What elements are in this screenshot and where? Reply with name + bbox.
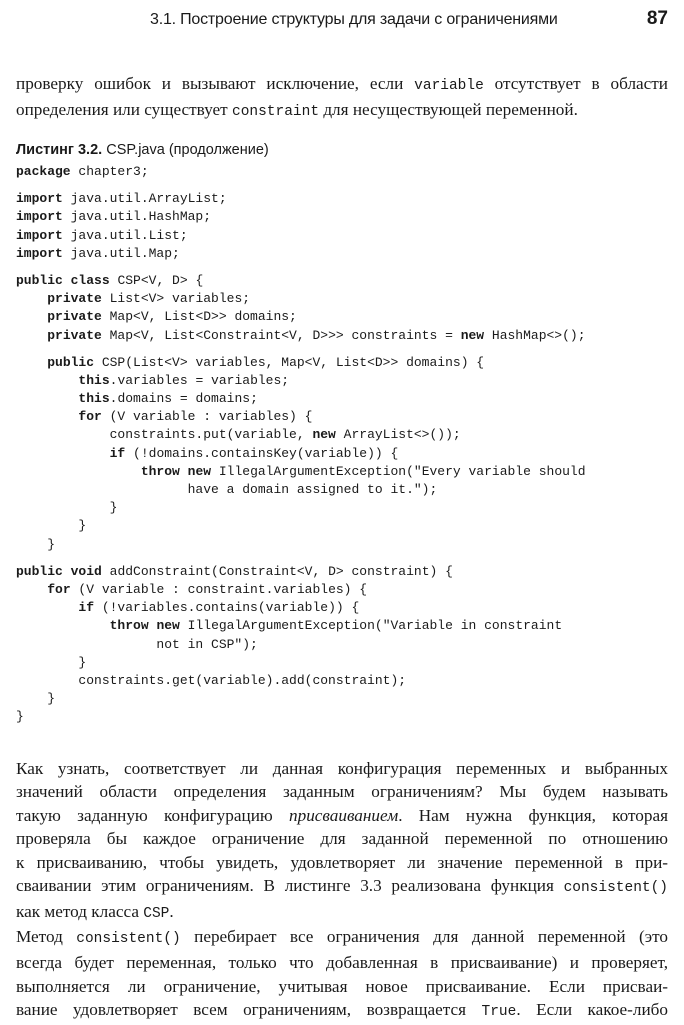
text-line: проверяла бы каждое ограничение для заданной переменной по отношению	[16, 829, 668, 849]
paragraph-assignment	[16, 757, 668, 927]
code-line: import java.util.HashMap;	[16, 209, 212, 225]
code-line: import java.util.ArrayList;	[16, 191, 227, 207]
code-line: for (V variable : constraint.variables) {	[47, 581, 368, 597]
code-listing	[16, 163, 586, 726]
code-keyword: private	[47, 327, 102, 343]
inline-code: consistent()	[76, 931, 181, 947]
code-line: constraints.get(variable).add(constraint);	[16, 672, 407, 688]
code-keyword: public	[16, 563, 63, 579]
paragraph-consistent-method	[16, 925, 668, 1025]
code-line: this.variables = variables;	[78, 372, 290, 388]
code-keyword: for	[47, 581, 71, 597]
text-line: всегда будет переменная, только что добавленная в присваивание) и проверяет,	[16, 953, 668, 973]
intro-line-1: проверку ошибок и вызывают исключение, если variable отсутствует в области	[16, 74, 668, 94]
text-line: значений области определения заданным ограничениям? Мы будем называть	[16, 782, 668, 802]
code-line: }	[16, 654, 87, 670]
code-line	[16, 181, 586, 190]
code-keyword: if	[78, 600, 95, 616]
code-keyword: new	[187, 463, 212, 479]
code-line: }	[16, 709, 24, 725]
code-keyword: throw	[140, 463, 180, 479]
code-line: }	[16, 536, 56, 552]
code-line: if (!domains.containsKey(variable)) {	[109, 445, 399, 461]
inline-code: consistent()	[563, 880, 668, 897]
code-line: throw new IllegalArgumentException("Every variable should	[140, 463, 586, 479]
code-keyword: import	[16, 209, 63, 225]
text-line: такую заданную конфигурацию присваиванием. Нам нужна функция, которая	[16, 805, 669, 825]
code-keyword: new	[460, 327, 485, 343]
code-line: constraints.put(variable, new ArrayList<>());	[16, 427, 461, 443]
text-line: сваивании этим ограничениям. В листинге 3.3 реализована функция consistent()	[16, 876, 668, 897]
code-keyword: import	[16, 227, 63, 243]
code-line: for (V variable : variables) {	[78, 409, 313, 425]
code-keyword: for	[78, 409, 102, 425]
code-keyword: package	[16, 164, 71, 179]
code-line: import java.util.List;	[16, 227, 188, 243]
chapter-section-title: 3.1. Построение структуры для задачи с ограничениями	[150, 11, 558, 28]
code-line: package chapter3;	[16, 164, 149, 179]
code-line	[16, 263, 586, 272]
text-line: Как узнать, соответствует ли данная конфигурация переменных и выбранных	[16, 759, 668, 778]
code-line: }	[16, 518, 87, 534]
code-keyword: public	[16, 272, 63, 288]
code-line: public CSP(List<V> variables, Map<V, List<D>> domains) {	[47, 354, 485, 370]
code-line: throw new IllegalArgumentException("Variable in constraint	[109, 618, 563, 634]
code-keyword: private	[47, 291, 102, 307]
code-keyword: new	[312, 427, 336, 443]
code-keyword: new	[156, 618, 180, 634]
code-line: if (!variables.contains(variable)) {	[78, 600, 360, 616]
inline-code: constraint	[232, 104, 320, 121]
code-line	[16, 345, 586, 354]
code-line	[16, 554, 586, 563]
intro-line-2: определения или существует constraint для несуществующей переменной.	[16, 100, 578, 121]
code-keyword: class	[70, 272, 110, 288]
code-line: not in CSP");	[16, 636, 258, 652]
code-keyword: private	[47, 309, 102, 325]
code-keyword: this	[78, 391, 110, 407]
code-line: import java.util.Map;	[16, 245, 180, 261]
listing-name: CSP.java (продолжение)	[102, 142, 269, 158]
code-line: this.domains = domains;	[78, 391, 258, 407]
code-keyword: throw	[109, 618, 149, 634]
code-line: }	[16, 500, 118, 516]
code-line: private Map<V, List<Constraint<V, D>>> constraints = new HashMap<>();	[47, 327, 586, 343]
running-header	[150, 8, 668, 30]
inline-code: variable	[414, 78, 484, 94]
inline-code: CSP	[143, 906, 170, 923]
text-line: как метод класса CSP.	[16, 902, 174, 923]
code-line: private List<V> variables;	[47, 291, 251, 307]
code-keyword: void	[70, 563, 102, 579]
intro-paragraph	[16, 72, 668, 125]
code-line: public class CSP<V, D> {	[16, 272, 204, 288]
code-keyword: import	[16, 245, 63, 261]
code-keyword: public	[47, 354, 95, 370]
text-line: вание удовлетворяет всем ограничениям, возвращается True. Если какое-либо	[16, 1000, 668, 1021]
emphasis-term: присваиванием	[289, 805, 399, 825]
page-number: 87	[646, 8, 668, 29]
code-keyword: this	[78, 372, 110, 388]
text-line: Метод consistent() перебирает все ограничения для данной переменной (это	[16, 927, 668, 947]
code-line: have a domain assigned to it.");	[16, 482, 438, 497]
text-line: к присваиванию, чтобы увидеть, удовлетворяет ли значение переменной в при-	[16, 852, 668, 872]
inline-code: True	[481, 1004, 517, 1021]
listing-label: Листинг 3.2.	[16, 142, 103, 158]
listing-caption	[16, 142, 269, 158]
code-keyword: if	[109, 445, 126, 461]
code-keyword: import	[16, 191, 63, 207]
code-line: }	[16, 691, 56, 707]
text-line: выполняется ли ограничение, учитывая новое присваивание. Если присваи-	[16, 976, 668, 996]
code-line: public void addConstraint(Constraint<V, D> constraint) {	[16, 563, 453, 579]
code-line: private Map<V, List<D>> domains;	[47, 309, 297, 325]
